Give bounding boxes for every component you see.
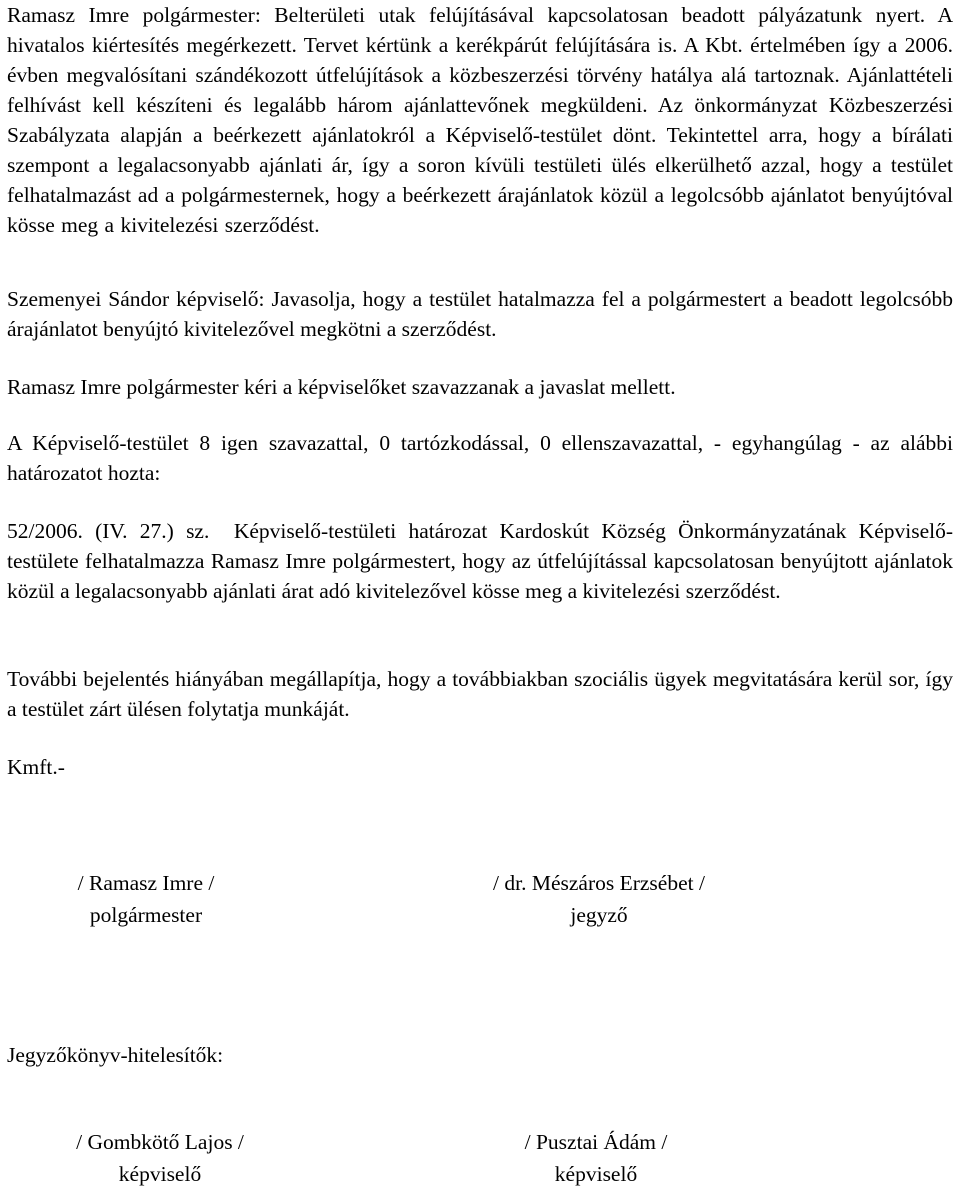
paragraph-vote-result: A Képviselő-testület 8 igen szavazattal, 0 tartózkodással, 0 ellenszavazattal, - egyhangúlag - az alábbi határozatot hozta: xyxy=(7,431,953,485)
signature-name: / dr. Mészáros Erzsébet / xyxy=(493,871,705,895)
signature-block-authenticator xyxy=(53,1126,267,1190)
resolution-number: 52/2006. (IV. 27.) sz. xyxy=(7,519,210,543)
signature-name: / Ramasz Imre / xyxy=(77,871,215,895)
signature-block-mayor xyxy=(53,867,239,931)
signature-title: képviselő xyxy=(554,1162,638,1186)
kmft-label: Kmft.- xyxy=(7,755,65,779)
paragraph-representative-proposal: Szemenyei Sándor képviselő: Javasolja, hogy a testület hatalmazza fel a polgármestert a beadott legolcsóbb árajánlatot benyújtó kivitelezővel megkötni a szerződést. xyxy=(7,287,953,341)
paragraph-mayor-report: Ramasz Imre polgármester: Belterületi utak felújításával kapcsolatosan beadott pályázatunk nyert. A hivatalos kiértesítés megérkezett. Tervet kértünk a kerékpárút felújítására is. A Kbt. értelmében így a 2006. évben megvalósítani szándékozott útfelújítások a közbeszerzési törvény hatálya alá tartoznak. Ajánlattételi felhívást kell készíteni és legalább három ajánlattevőnek megküldeni. Az önkormányzat Közbeszerzési Szabályzata alapján a beérkezett ajánlatokról a Képviselő-testület dönt. Tekintettel arra, hogy a bírálati szempont a legalacsonyabb ajánlati ár, így a soron kívüli testületi ülés elkerülhető azzal, hogy a testület felhatalmazást ad a polgármesternek, hogy a beérkezett árajánlatok közül a legolcsóbb ajánlatot benyújtóval kösse meg a kivitelezési szerződést. xyxy=(7,3,953,237)
signature-block-authenticator xyxy=(501,1126,691,1190)
paragraph-vote-request: Ramasz Imre polgármester kéri a képviselőket szavazzanak a javaslat mellett. xyxy=(7,375,676,399)
signature-title: polgármester xyxy=(89,903,203,927)
paragraph-resolution xyxy=(7,516,953,606)
signature-block-notary xyxy=(462,867,736,931)
signature-name: / Pusztai Ádám / xyxy=(524,1130,668,1154)
authenticators-label: Jegyzőkönyv-hitelesítők: xyxy=(7,1043,224,1067)
signature-title: jegyző xyxy=(570,903,628,927)
signature-name: / Gombkötő Lajos / xyxy=(76,1130,244,1154)
signature-title: képviselő xyxy=(118,1162,202,1186)
paragraph-closing: További bejelentés hiányában megállapítja, hogy a továbbiakban szociális ügyek megvitatására kerül sor, így a testület zárt ülésen folytatja munkáját. xyxy=(7,667,953,721)
resolution-text: Képviselő-testületi határozat Kardoskút Község Önkormányzatának Képviselő-testülete felhatalmazza Ramasz Imre polgármestert, hogy az útfelújítással kapcsolatosan benyújtott ajánlatok közül a legalacsonyabb ajánlati árat adó kivitelezővel kösse meg a kivitelezési szerződést. xyxy=(7,519,953,603)
